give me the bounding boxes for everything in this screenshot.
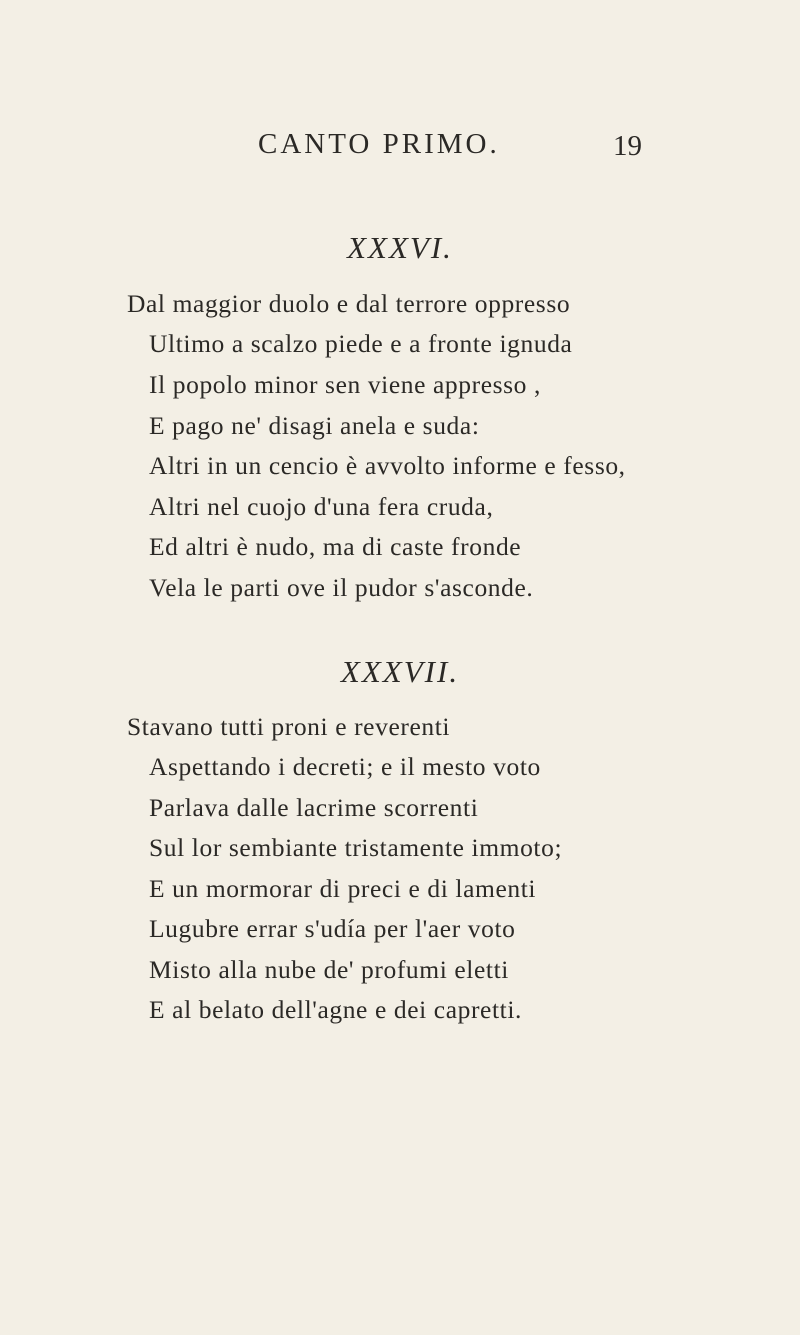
verse-line: Ed altri è nudo, ma di caste fronde xyxy=(149,532,522,561)
verse-line: Lugubre errar s'udía per l'aer voto xyxy=(149,914,516,943)
verse-line: E un mormorar di preci e di lamenti xyxy=(149,874,537,903)
running-title: CANTO PRIMO. xyxy=(258,128,500,160)
verse-line: E al belato dell'agne e dei capretti. xyxy=(149,995,522,1024)
verse-line: Altri in un cencio è avvolto informe e fesso, xyxy=(149,451,626,480)
verse-line: Ultimo a scalzo piede e a fronte ignuda xyxy=(149,329,573,358)
verse-line: Misto alla nube de' profumi eletti xyxy=(149,955,509,984)
verse-line: Aspettando i decreti; e il mesto voto xyxy=(149,752,541,781)
page-number: 19 xyxy=(613,130,642,162)
verse-line: Il popolo minor sen viene appresso , xyxy=(149,370,541,399)
stanza-number: XXXVII. xyxy=(340,654,460,689)
stanza-number: XXXVI. xyxy=(347,230,453,265)
running-head xyxy=(0,128,800,168)
verse-line: Sul lor sembiante tristamente immoto; xyxy=(149,833,563,862)
verse-line: Stavano tutti proni e reverenti xyxy=(127,712,451,741)
verse-line: Dal maggior duolo e dal terrore oppresso xyxy=(127,289,571,318)
verse-line: Parlava dalle lacrime scorrenti xyxy=(149,793,479,822)
verse-line: Vela le parti ove il pudor s'asconde. xyxy=(149,573,534,602)
verse-line: Altri nel cuojo d'una fera cruda, xyxy=(149,492,494,521)
verse-line: E pago ne' disagi anela e suda: xyxy=(149,411,480,440)
